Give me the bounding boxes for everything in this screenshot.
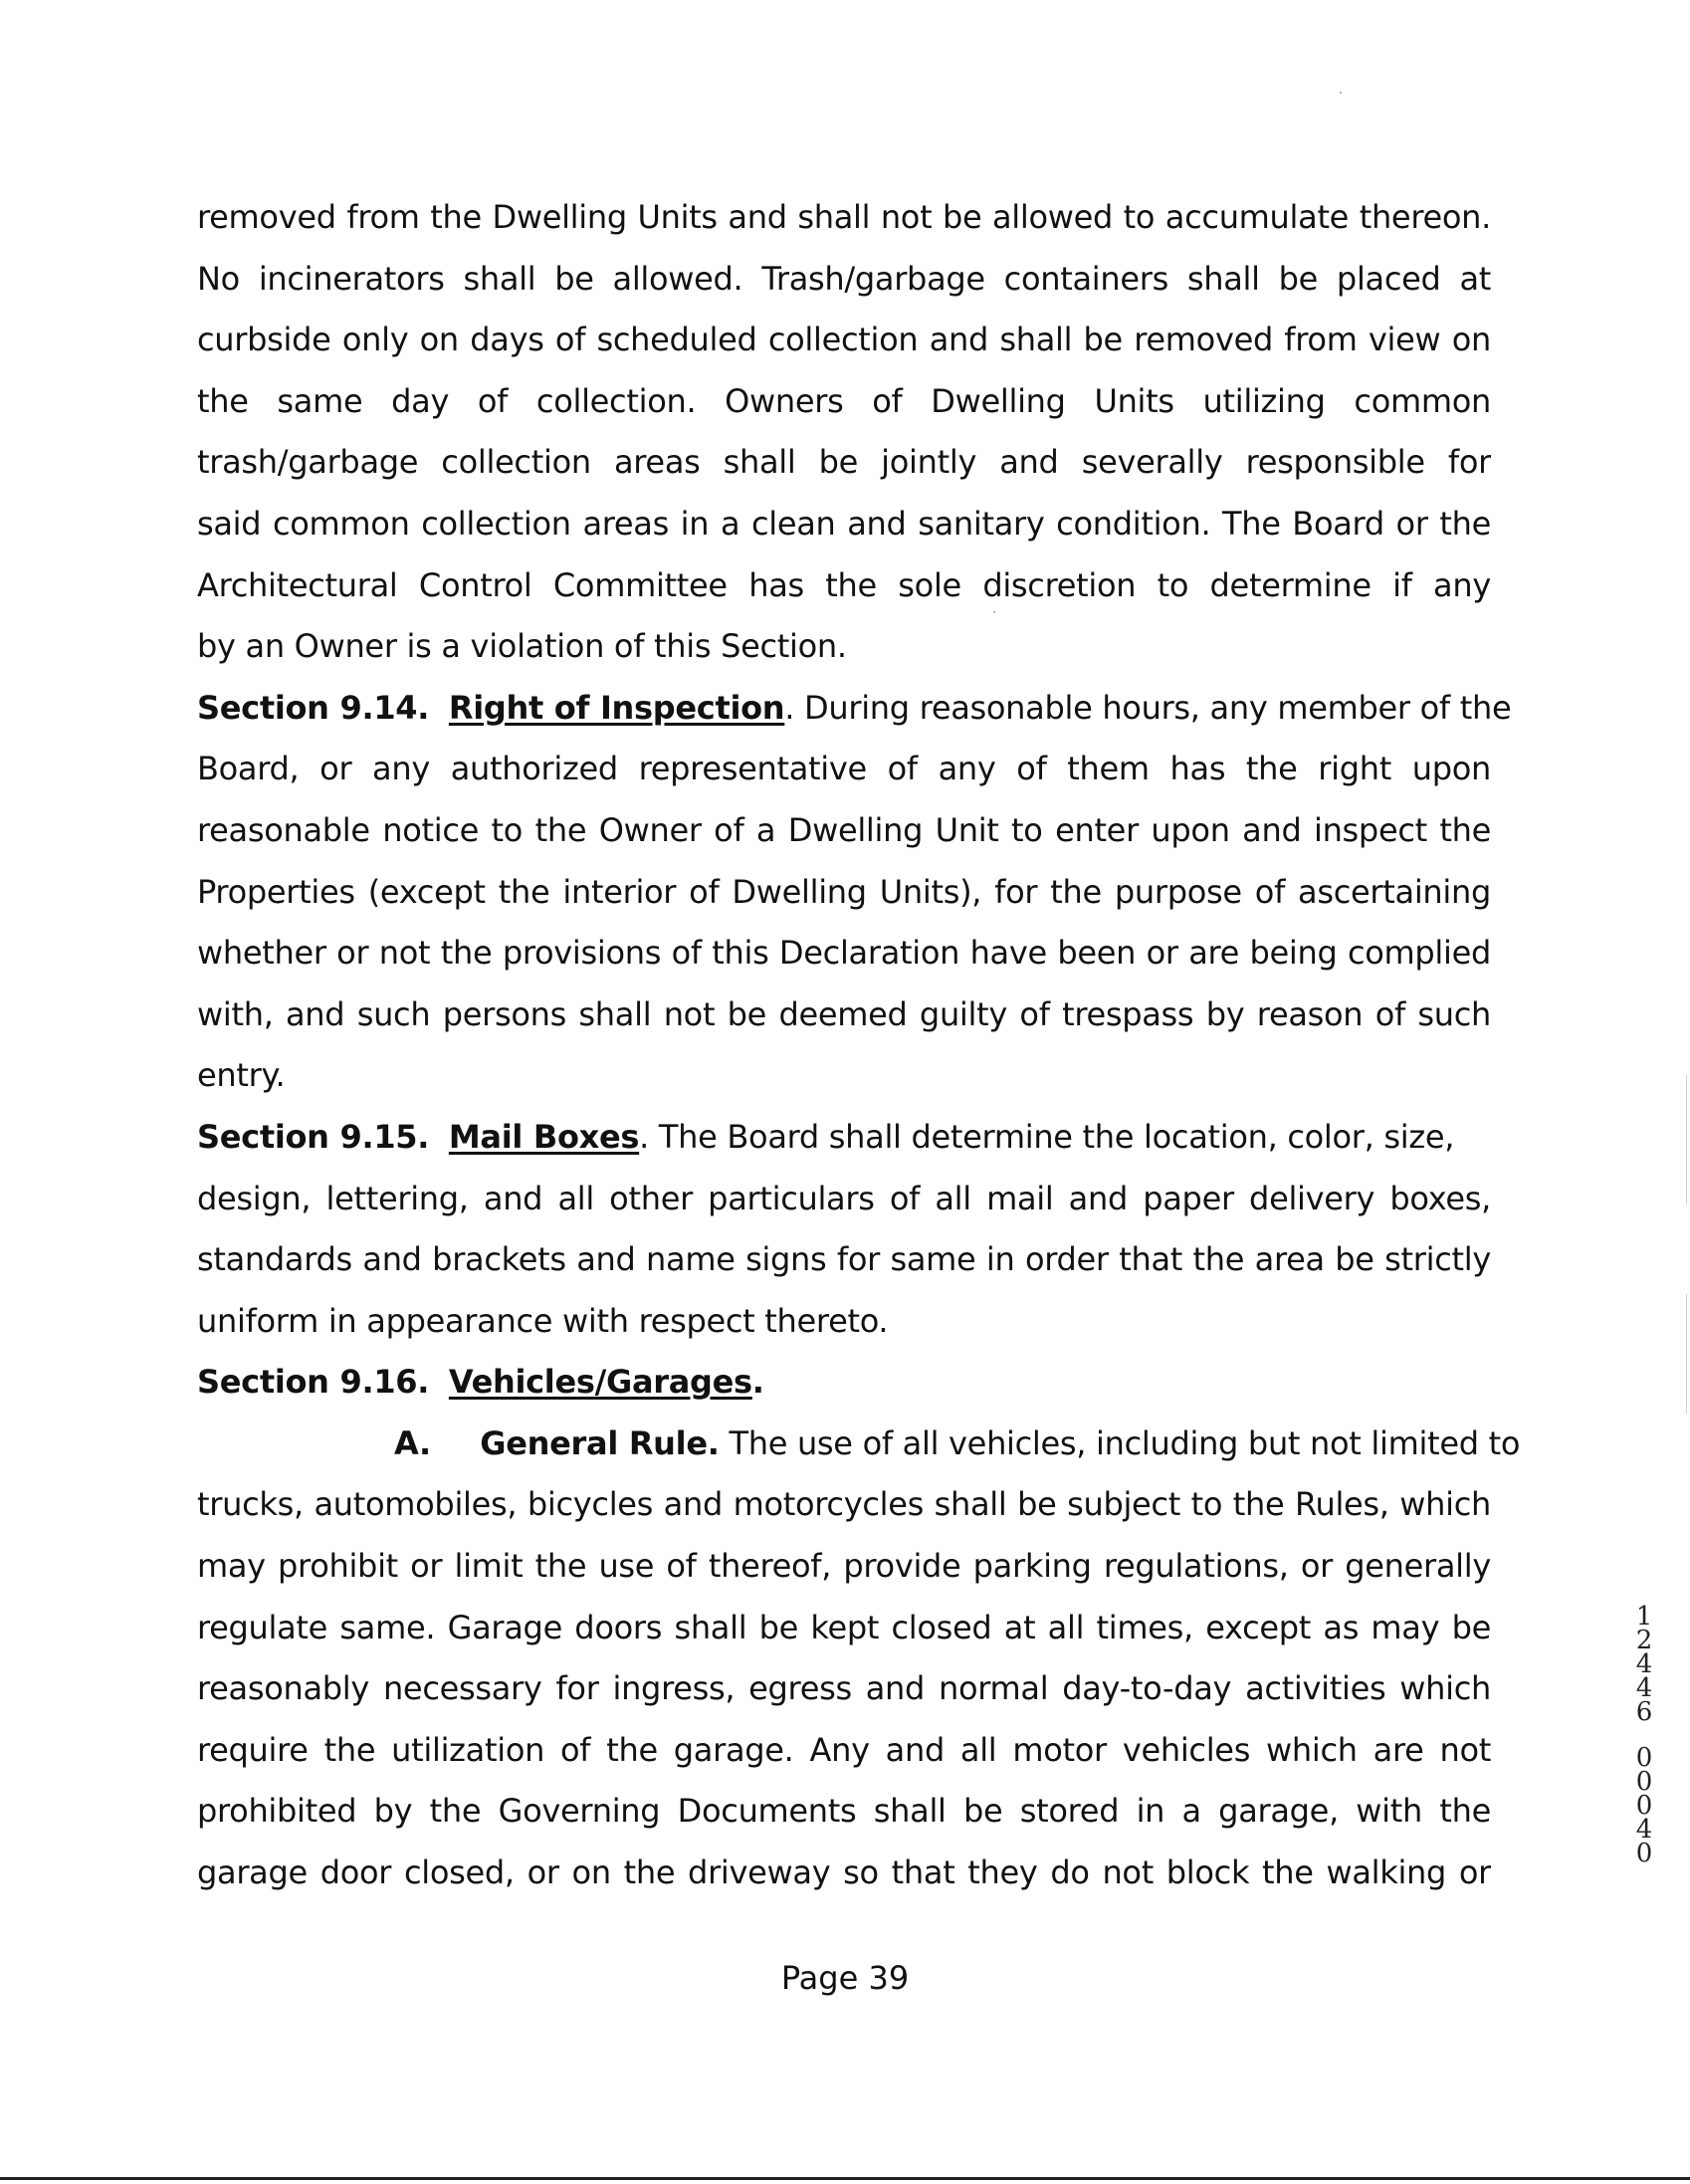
section-number: Section 9.16. [197, 1363, 430, 1402]
scan-speck [993, 611, 995, 613]
section-text: . The Board shall determine the location, color, size, [639, 1117, 1455, 1156]
recording-stamp [1630, 1602, 1658, 1887]
section-title: Vehicles/Garages [448, 1363, 752, 1402]
body-line: the same day of collection. Owners of Dwelling Units utilizing common [197, 381, 1491, 420]
section-title-suffix: . [751, 1363, 764, 1402]
section-9-14-heading-line [197, 678, 1512, 740]
body-line: trash/garbage collection areas shall be jointly and severally responsible for [197, 443, 1491, 482]
section-9-15-heading-line [197, 1107, 1491, 1169]
section-number: Section 9.14. [197, 688, 430, 727]
page-number: Page 39 [780, 1959, 910, 1997]
body-line: require the utilization of the garage. Any and all motor vehicles which are not [197, 1730, 1491, 1769]
body-line: said common collection areas in a clean and sanitary condition. The Board or the [197, 504, 1491, 543]
scan-edge-mark [1686, 1075, 1687, 1204]
body-line: whether or not the provisions of this Declaration have been or are being complied [197, 934, 1491, 973]
body-line: design, lettering, and all other particulars of all mail and paper delivery boxes, [197, 1179, 1491, 1217]
stamp-group-2: 00040 [1635, 1743, 1653, 1868]
body-line: Board, or any authorized representative of any of them has the right upon [197, 750, 1491, 788]
body-line: reasonable notice to the Owner of a Dwelling Unit to enter upon and inspect the [197, 810, 1491, 849]
body-line: trucks, automobiles, bicycles and motorcycles shall be subject to the Rules, which [197, 1485, 1491, 1524]
body-line: curbside only on days of scheduled collection and shall be removed from view on [197, 321, 1491, 359]
body-line: uniform in appearance with respect thereto. [197, 1301, 889, 1340]
body-line: Architectural Control Committee has the sole discretion to determine if any [197, 565, 1491, 604]
body-line: prohibited by the Governing Documents shall be stored in a garage, with the [197, 1792, 1491, 1831]
body-line: standards and brackets and name signs for same in order that the area be strictly [197, 1240, 1491, 1279]
body-line: entry. [197, 1056, 286, 1095]
section-title: Right of Inspection [448, 688, 785, 727]
section-title: Mail Boxes [448, 1117, 640, 1156]
document-body [197, 187, 1521, 1904]
body-line: No incinerators shall be allowed. Trash/garbage containers shall be placed at [197, 259, 1491, 298]
section-text: . During reasonable hours, any member of the [784, 688, 1512, 727]
body-line: by an Owner is a violation of this Section. [197, 627, 847, 666]
section-number: Section 9.15. [197, 1117, 430, 1156]
body-line: Properties (except the interior of Dwelling Units), for the purpose of ascertaining [197, 872, 1491, 911]
subsection-title: General Rule. [480, 1423, 720, 1462]
page-bottom-rule [0, 2177, 1690, 2180]
body-line: reasonably necessary for ingress, egress and normal day-to-day activities which [197, 1669, 1491, 1708]
subsection-text: The use of all vehicles, including but not limited to [719, 1423, 1521, 1462]
scan-edge-mark [1686, 1294, 1687, 1414]
subsection-a-heading-line [197, 1414, 1521, 1475]
body-line: regulate same. Garage doors shall be kept closed at all times, except as may be [197, 1608, 1491, 1646]
stamp-group-1: 12446 [1635, 1602, 1653, 1727]
section-9-16-heading-line [197, 1352, 1491, 1414]
body-line: may prohibit or limit the use of thereof, provide parking regulations, or generally [197, 1547, 1491, 1586]
body-line: garage door closed, or on the driveway so that they do not block the walking or [197, 1854, 1491, 1892]
subsection-letter: A. [394, 1423, 431, 1462]
body-line: removed from the Dwelling Units and shall not be allowed to accumulate thereon. [197, 198, 1491, 236]
scan-speck [1340, 92, 1342, 94]
body-line: with, and such persons shall not be deemed guilty of trespass by reason of such [197, 994, 1491, 1033]
